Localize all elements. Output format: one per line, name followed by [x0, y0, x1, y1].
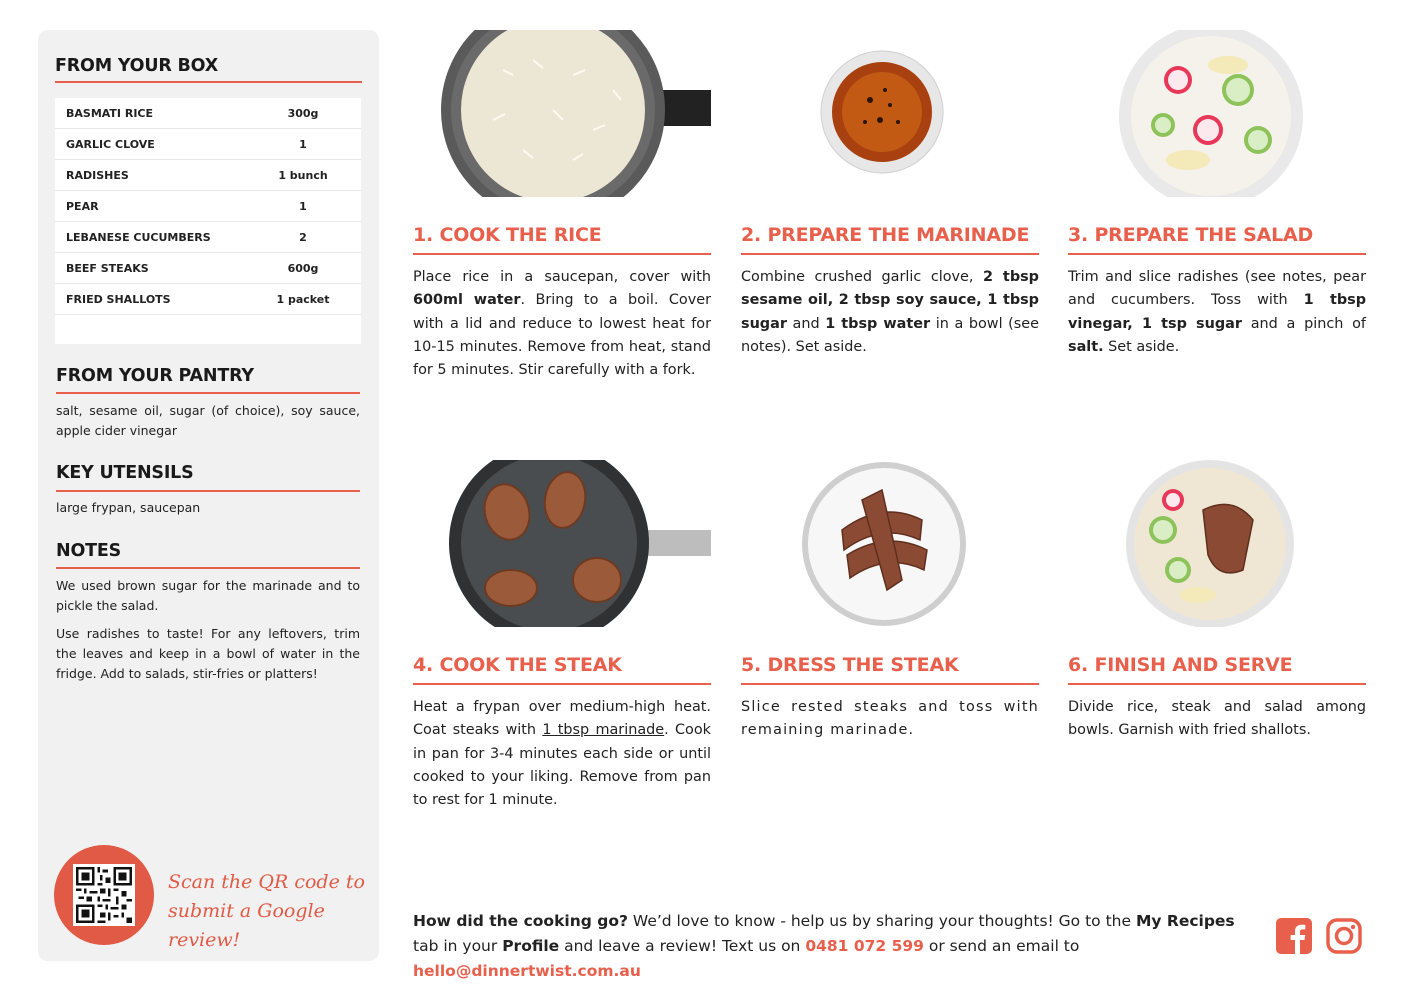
note-2: Use radishes to taste! For any leftovers, trim the leaves and keep in a bowl of water in the fridge. Add to salads, stir-fries or platters! [56, 626, 360, 681]
text: . Bring to a boil. Cover with a lid and reduce to lowest heat for 10-15 minutes. Remove from heat, stand for 5 minutes. Stir carefully with a fork. [413, 292, 711, 379]
sliced-steak-photo [802, 460, 967, 627]
divider [1068, 253, 1366, 255]
ingredient-qty: 1 [299, 137, 307, 151]
step-3-title: 3. PREPARE THE SALAD [1068, 224, 1314, 246]
ingredient-qty: 300g [287, 106, 319, 120]
step-2-body [741, 266, 1039, 359]
underlined-text: 1 tbsp marinade [542, 722, 665, 739]
steak-frypan-photo [449, 460, 711, 627]
text: Divide rice, steak and salad among bowls. Garnish with fried shallots. [1068, 699, 1366, 739]
notes-title: NOTES [56, 541, 122, 561]
text: in a bowl (see notes). Set aside. [741, 315, 1039, 355]
note-1: We used brown sugar for the marinade and to pickle the salad. [56, 578, 360, 613]
step-2-title: 2. PREPARE THE MARINADE [741, 224, 1030, 246]
pantry-text: salt, sesame oil, sugar (of choice), soy sauce, apple cider vinegar [56, 403, 360, 438]
divider [56, 490, 360, 492]
text: and a pinch of [1241, 315, 1366, 332]
bold-text: 1 tbsp water [825, 315, 931, 332]
divider [741, 683, 1039, 685]
qr-code-badge[interactable] [54, 845, 154, 945]
utensils-text: large frypan, saucepan [56, 500, 201, 515]
my-recipes-text: My Recipes [1135, 912, 1235, 930]
qr-caption [168, 868, 379, 955]
text: and leave a review! Text us on [559, 937, 806, 955]
text: Place rice in a saucepan, cover with [413, 269, 711, 285]
ingredient-name: LEBANESE CUCUMBERS [66, 230, 211, 244]
divider [413, 683, 711, 685]
text: tab in your [413, 937, 503, 955]
ingredient-row [55, 222, 361, 253]
ingredient-row [55, 253, 361, 284]
ingredient-name: BEEF STEAKS [66, 261, 149, 275]
bold-text: 600ml water [413, 292, 521, 309]
bold-text: 2 tbsp sesame oil, 2 tbsp soy sauce, 1 tbsp sugar [741, 269, 1039, 332]
from-your-box-title: FROM YOUR BOX [55, 56, 219, 76]
ingredient-name: FRIED SHALLOTS [66, 292, 171, 306]
divider [413, 253, 711, 255]
text: We’d love to know - help us by sharing your thoughts! Go to the [627, 912, 1136, 930]
bold-text: salt. [1068, 338, 1104, 355]
ingredient-row [55, 98, 361, 129]
step-4-title: 4. COOK THE STEAK [413, 654, 622, 676]
divider [55, 81, 362, 83]
feedback-footer [413, 909, 1263, 984]
step-1-body [413, 266, 711, 382]
divider [1068, 683, 1366, 685]
instagram-icon[interactable] [1326, 918, 1362, 954]
footer-question: How did the cooking go? [413, 912, 628, 930]
pantry-title: FROM YOUR PANTRY [56, 366, 254, 386]
step-3-body [1068, 266, 1366, 359]
text: Slice rested steaks and toss with remaining marinade. [741, 699, 1039, 739]
step-6-body [1068, 696, 1366, 743]
text: Trim and slice radishes (see notes, pear and cucumbers. Toss with [1068, 269, 1366, 309]
text: . Cook in pan for 3-4 minutes each side or until cooked to your liking. Remove from pan to rest for 1 minute. [413, 722, 711, 809]
ingredient-name: RADISHES [66, 168, 129, 182]
ingredients-table [55, 98, 361, 344]
text: Set aside. [1103, 338, 1180, 355]
step-5-title: 5. DRESS THE STEAK [741, 654, 959, 676]
qr-caption-line: Scan the QR code to [168, 871, 365, 893]
facebook-icon[interactable] [1276, 918, 1312, 954]
text: or send an email to [923, 937, 1080, 955]
qr-caption-line: submit a Google review! [168, 900, 325, 951]
qr-code-icon [76, 867, 132, 923]
text: and [786, 315, 826, 332]
ingredient-name: BASMATI RICE [66, 106, 154, 120]
utensils-title: KEY UTENSILS [56, 463, 194, 483]
divider [56, 392, 360, 394]
text: Combine crushed garlic clove, [741, 269, 983, 285]
served-bowl-photo [1123, 460, 1298, 627]
email-link[interactable]: hello@dinnertwist.com.au [413, 962, 641, 980]
ingredient-row [55, 284, 361, 315]
ingredient-qty: 600g [287, 261, 319, 275]
ingredient-qty: 1 [299, 199, 307, 213]
rice-pot-photo [413, 30, 711, 197]
ingredient-qty: 1 bunch [278, 168, 328, 182]
divider [56, 567, 360, 569]
ingredient-row [55, 129, 361, 160]
phone-link[interactable]: 0481 072 599 [805, 937, 924, 955]
text: Heat a frypan over medium-high heat. Coat steaks with [413, 699, 711, 739]
ingredient-row [55, 191, 361, 222]
ingredient-qty: 1 packet [276, 292, 330, 306]
salad-bowl-photo [1118, 30, 1304, 197]
qr-code[interactable] [73, 864, 135, 926]
ingredient-row [55, 160, 361, 191]
ingredient-name: PEAR [66, 199, 99, 213]
sidebar [38, 30, 379, 961]
step-5-body [741, 696, 1039, 743]
ingredient-qty: 2 [299, 230, 307, 244]
step-4-body [413, 696, 711, 812]
profile-text: Profile [502, 937, 560, 955]
bold-text: 1 tbsp vinegar, 1 tsp sugar [1068, 292, 1366, 332]
marinade-bowl-photo [820, 50, 945, 175]
ingredient-name: GARLIC CLOVE [66, 137, 155, 151]
step-1-title: 1. COOK THE RICE [413, 224, 602, 246]
step-6-title: 6. FINISH AND SERVE [1068, 654, 1293, 676]
divider [741, 253, 1039, 255]
